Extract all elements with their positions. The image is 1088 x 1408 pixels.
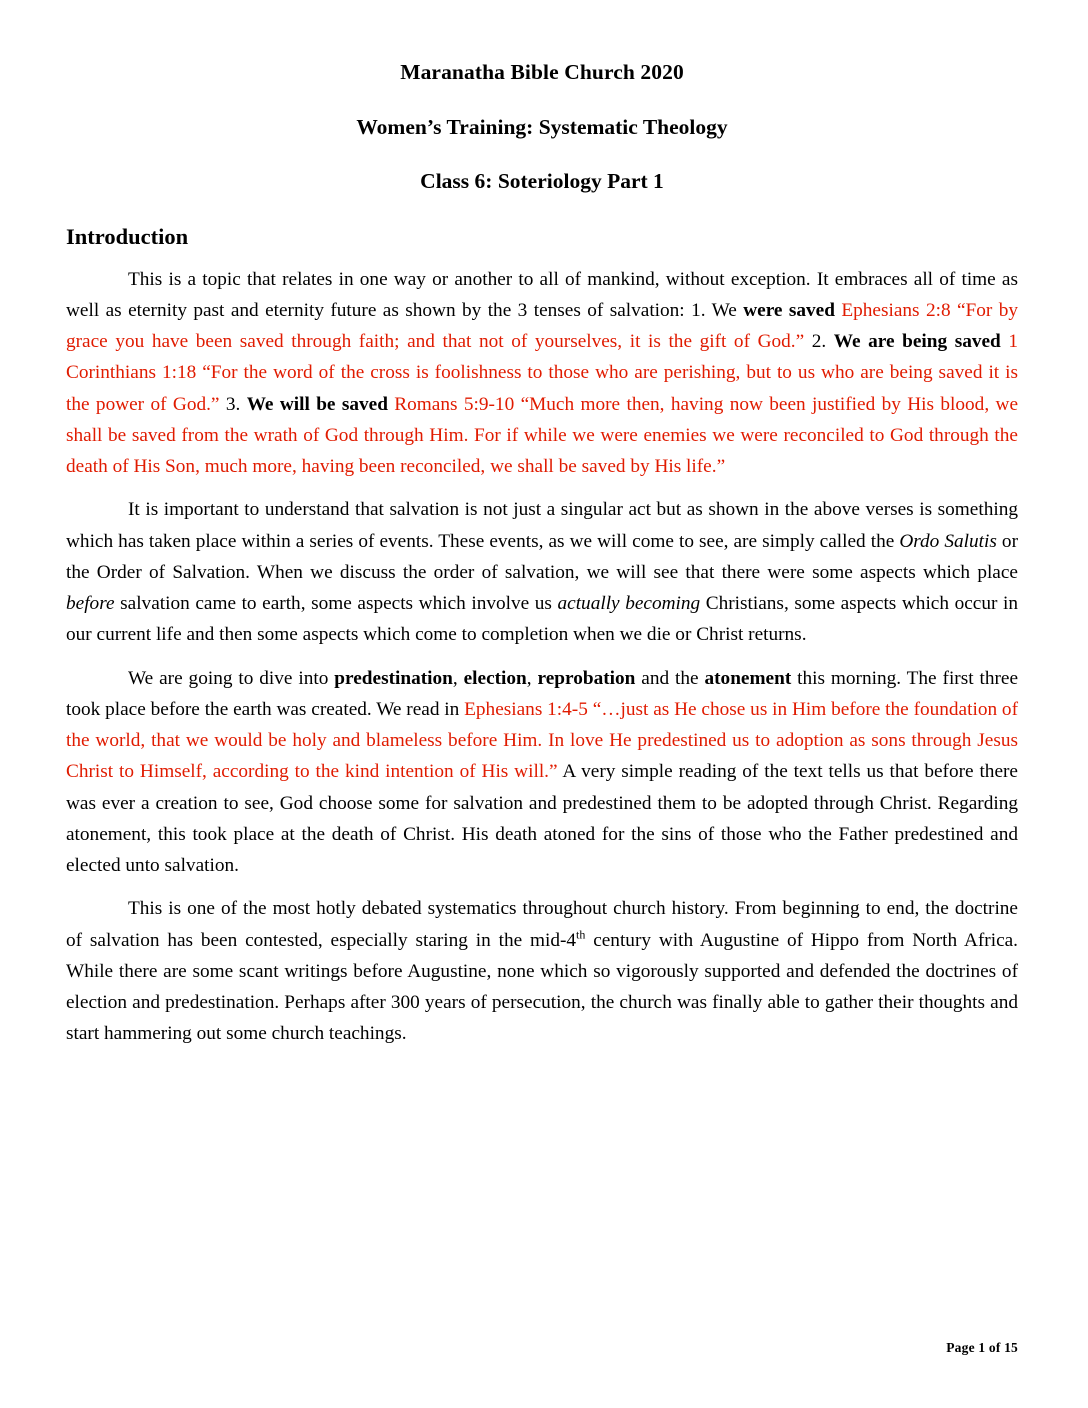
paragraph-two — [66, 494, 1018, 650]
text-run: or the Order of Salvation. When we discuss the order of salvation, we will see that there were some aspects which place — [66, 530, 1018, 583]
text-run: this morning. The first three took place before the earth was created. We read in — [66, 667, 1019, 720]
text-run: 2. — [811, 331, 834, 352]
text-run-italic: Ordo Salutis — [899, 530, 997, 552]
paragraph-three — [66, 663, 1018, 882]
text-run: century with Augustine of Hippo from North Africa. While there are some scant writings before Augustine, none which so vigorously supported and defended the doctrines of election and predestination. Perhaps after 300 years of persecution, the church was finally able to gather their thoughts and start hammering out some church teachings. — [66, 929, 1019, 1045]
document-class-line: Class 6: Soteriology Part 1 — [420, 169, 664, 193]
paragraph-four — [66, 893, 1018, 1049]
text-run-bold: predestination — [334, 667, 453, 689]
text-run: salvation came to earth, some aspects which involve us — [114, 593, 558, 614]
paragraph-one — [66, 264, 1018, 483]
text-run-bold: atonement — [704, 667, 792, 689]
text-run-bold: We will be saved — [246, 393, 388, 415]
text-run-bold: election — [463, 667, 527, 689]
text-run: , — [526, 667, 538, 689]
text-run-bold: We are being saved — [833, 331, 1001, 352]
text-run: This is one of the most hotly debated systematics throughout church history. From beginning to end, the doctrine of salvation has been contested, especially staring in the mid-4 — [66, 898, 1018, 951]
scripture-reference: Ephesians 2:8 “For by grace you have been saved through faith; and that not of yourselves, it is the gift of God.” — [66, 299, 1019, 352]
text-run: 3. — [225, 393, 247, 415]
text-run-bold: were saved — [743, 299, 835, 321]
text-run-bold: reprobation — [537, 667, 636, 689]
text-run: It is important to understand that salvation is not just a singular act but as shown in the above verses is something which has taken place within a series of events. These events, as we will come to see, are simply called the — [66, 499, 1018, 552]
text-run: , — [452, 667, 464, 689]
text-run: We are going to dive into — [128, 667, 335, 689]
section-heading-introduction: Introduction — [66, 223, 189, 249]
text-run-italic: actually becoming — [557, 593, 701, 614]
document-header — [66, 62, 1018, 193]
superscript-ordinal: th — [576, 927, 586, 942]
scripture-reference: 1 Corinthians 1:18 “For the word of the cross is foolishness to those who are perishing, but to us who are being saved it is the power of God.” — [66, 331, 1019, 415]
text-run: A very simple reading of the text tells us that before there was ever a creation to see, God choose some for salvation and predestined them to be adopted through Christ. Regarding atonement, this took place at the death of Christ. His death atoned for the sins of those who the Father predestined and elected unto salvation. — [66, 761, 1018, 876]
document-subtitle: Women’s Training: Systematic Theology — [356, 114, 728, 139]
text-run: Christians, some aspects which occur in our current life and then some aspects which come to completion when we die or Christ returns. — [66, 593, 1018, 646]
text-run: This is a topic that relates in one way or another to all of mankind, without exception. It embraces all of time as well as eternity past and eternity future as shown by the 3 tenses of salvation: 1. We — [66, 268, 1018, 321]
text-run: and the — [635, 667, 705, 689]
page-title: Maranatha Bible Church 2020 — [400, 60, 684, 84]
text-run-italic: before — [66, 593, 115, 614]
page-footer: Page 1 of 15 — [946, 1340, 1018, 1355]
scripture-reference: Romans 5:9-10 “Much more then, having now been justified by His blood, we shall be saved from the wrath of God through Him. For if while we were enemies we were reconciled to God through the death of His Son, much more, having been reconciled, we shall be saved by His life.” — [66, 393, 1018, 477]
scripture-reference: Ephesians 1:4-5 “…just as He chose us in Him before the foundation of the world, that we would be holy and blameless before Him. In love He predestined us to adoption as sons through Jesus Christ to Himself, according to the kind intention of His will.” — [66, 698, 1018, 783]
